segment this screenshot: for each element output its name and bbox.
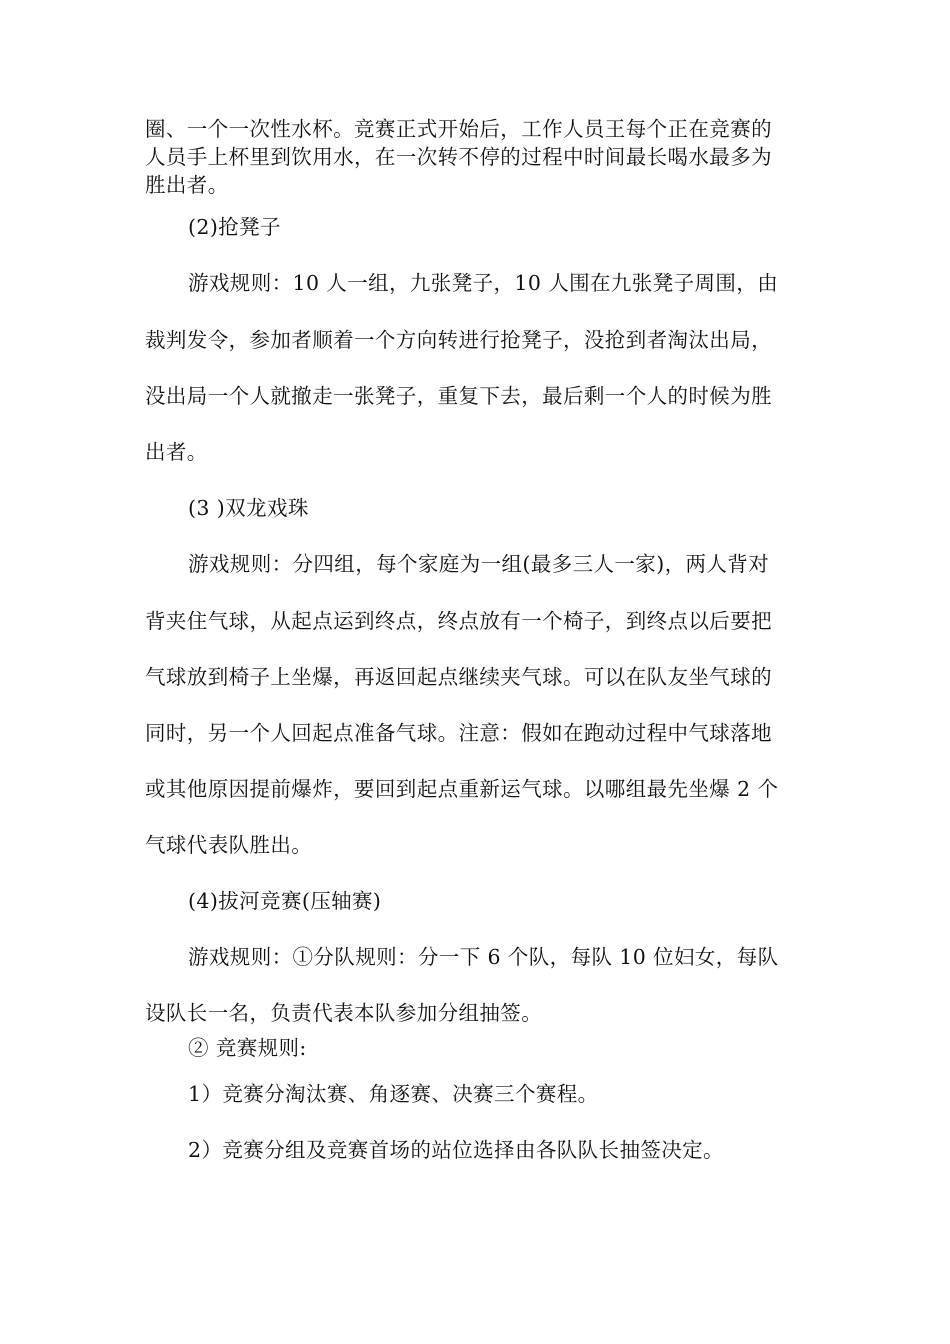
paragraph-line: 裁判发令，参加者顺着一个方向转进行抢凳子，没抢到者淘汰出局， <box>145 328 772 352</box>
paragraph-line: 背夹住气球，从起点运到终点，终点放有一个椅子，到终点以后要把 <box>145 609 772 633</box>
paragraph-line: 同时，另一个人回起点准备气球。注意：假如在跑动过程中气球落地 <box>145 721 772 745</box>
paragraph-line: 或其他原因提前爆炸，要回到起点重新运气球。以哪组最先坐爆 2 个 <box>145 777 779 801</box>
paragraph-line: 游戏规则：分四组，每个家庭为一组(最多三人一家)，两人背对 <box>188 552 770 576</box>
paragraph-line: 没出局一个人就撤走一张凳子，重复下去，最后剩一个人的时候为胜 <box>145 384 772 408</box>
paragraph-line: 胜出者。 <box>145 173 229 197</box>
paragraph-line: 人员手上杯里到饮用水，在一次转不停的过程中时间最长喝水最多为 <box>145 145 772 169</box>
rule-item-2: 2）竞赛分组及竞赛首场的站位选择由各队队长抽签决定。 <box>188 1138 724 1162</box>
rule-heading: ② 竞赛规则: <box>188 1036 307 1060</box>
paragraph-line: 游戏规则：①分队规则：分一下 6 个队，每队 10 位妇女，每队 <box>188 945 779 969</box>
rule-item-1: 1）竞赛分淘汰赛、角逐赛、决赛三个赛程。 <box>188 1082 599 1106</box>
section-heading-2: (2)抢凳子 <box>188 215 281 239</box>
section-heading-3: (3 )双龙戏珠 <box>188 496 309 520</box>
paragraph-line: 气球代表队胜出。 <box>145 833 313 857</box>
paragraph-line: 圈、一个一次性水杯。竞赛正式开始后，工作人员王每个正在竞赛的 <box>145 117 772 141</box>
paragraph-line: 设队长一名，负责代表本队参加分组抽签。 <box>145 1001 543 1025</box>
paragraph-line: 游戏规则：10 人一组，九张凳子，10 人围在九张凳子周围，由 <box>188 271 779 295</box>
paragraph-line: 气球放到椅子上坐爆，再返回起点继续夹气球。可以在队友坐气球的 <box>145 665 772 689</box>
section-heading-4: (4)拔河竞赛(压轴赛) <box>188 889 382 913</box>
paragraph-line: 出者。 <box>145 440 208 464</box>
